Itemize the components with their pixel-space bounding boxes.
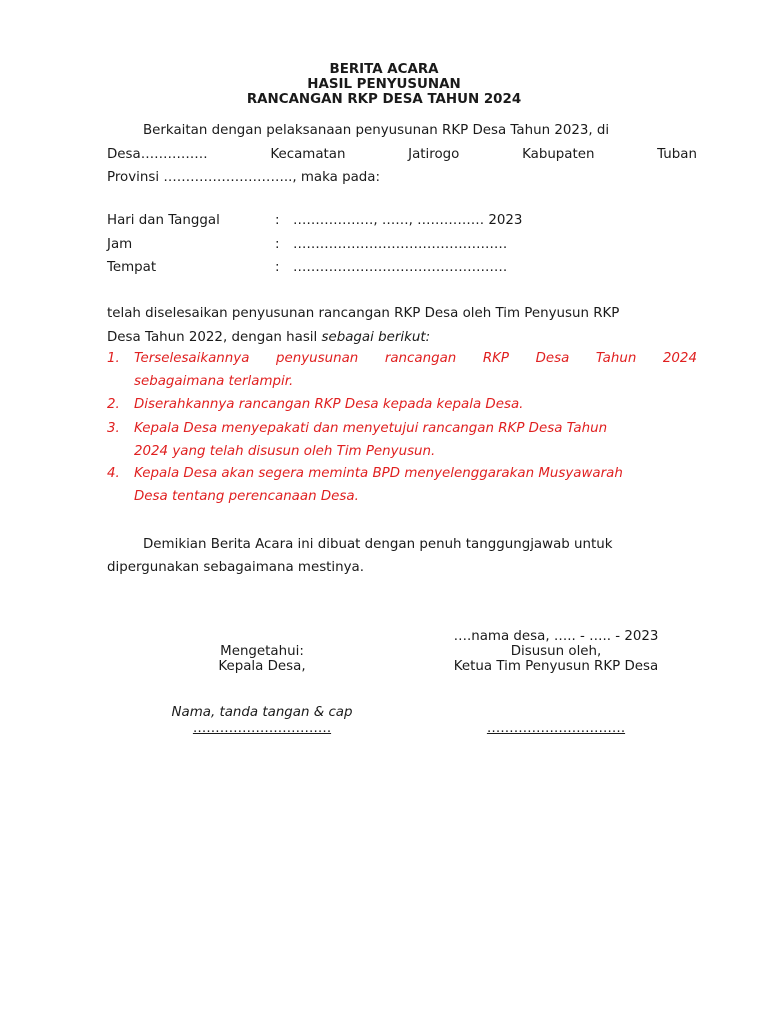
detail-colon: : — [275, 213, 280, 228]
intro-line-2 — [107, 146, 697, 164]
result-line-1: telah diselesaikan penyusunan rancangan RKP Desa oleh Tim Penyusun RKP — [107, 306, 620, 321]
detail-value: ………………………………………… — [293, 260, 508, 275]
intro-word: Jatirogo — [408, 147, 460, 162]
list-word: RKP — [482, 351, 510, 366]
list-item-line: Desa tentang perencanaan Desa. — [134, 489, 359, 504]
detail-row-place — [0, 260, 768, 278]
list-item-line — [134, 351, 697, 366]
closing-line-1: Demikian Berita Acara ini dibuat dengan penuh tanggungjawab untuk — [143, 537, 613, 552]
intro-word: Kecamatan — [270, 147, 346, 162]
detail-colon: : — [275, 260, 280, 275]
detail-row-time — [0, 237, 768, 255]
detail-label: Hari dan Tanggal — [107, 213, 220, 228]
list-number: 1. — [107, 351, 120, 366]
intro-line-3: Provinsi ……………………….., maka pada: — [107, 170, 381, 185]
list-word: Terselesaikannya — [134, 351, 250, 366]
right-signature-line — [456, 721, 656, 736]
left-sign-role-2: Kepala Desa, — [218, 659, 306, 674]
detail-value: ………………………………………… — [293, 237, 508, 252]
signature-note: Nama, tanda tangan & cap — [171, 705, 353, 720]
intro-word: Desa…………… — [107, 147, 208, 162]
result-line-2 — [107, 329, 697, 347]
result-text-italic: sebagai berikut: — [321, 330, 431, 345]
list-item-line: Kepala Desa akan segera meminta BPD menyelenggarakan Musyawarah — [134, 466, 623, 481]
closing-line-2: dipergunakan sebagaimana mestinya. — [107, 560, 365, 575]
list-item-line: 2024 yang telah disusun oleh Tim Penyusun. — [134, 444, 436, 459]
detail-label: Jam — [107, 237, 133, 252]
doc-title-line1: BERITA ACARA — [329, 62, 439, 77]
intro-word: Tuban — [657, 147, 697, 162]
left-sign-role-1: Mengetahui: — [220, 644, 304, 659]
detail-value: ………………, ……, …………… 2023 — [293, 213, 523, 228]
doc-title-line3: RANCANGAN RKP DESA TAHUN 2024 — [246, 92, 522, 107]
result-text: Desa Tahun 2022, dengan hasil — [107, 330, 322, 345]
list-number: 4. — [107, 466, 120, 481]
detail-colon: : — [275, 237, 280, 252]
doc-title-line2: HASIL PENYUSUNAN — [307, 77, 461, 92]
detail-label: Tempat — [107, 260, 157, 275]
right-signature-dots: …………………………. — [486, 721, 626, 736]
list-item-line: Diserahkannya rancangan RKP Desa kepada kepala Desa. — [134, 397, 524, 412]
intro-word: Kabupaten — [522, 147, 595, 162]
detail-row-date — [0, 213, 768, 231]
list-item-line: Kepala Desa menyepakati dan menyetujui rancangan RKP Desa Tahun — [134, 421, 608, 436]
list-word: Tahun — [595, 351, 637, 366]
list-word: penyusunan — [275, 351, 359, 366]
list-word: 2024 — [662, 351, 697, 366]
list-number: 2. — [107, 397, 120, 412]
left-signature-line — [162, 721, 362, 736]
place-date: ….nama desa, ….. - ….. - 2023 — [453, 629, 659, 644]
list-number: 3. — [107, 421, 120, 436]
list-item-line: sebagaimana terlampir. — [134, 374, 294, 389]
list-word: rancangan — [384, 351, 457, 366]
intro-line-1: Berkaitan dengan pelaksanaan penyusunan RKP Desa Tahun 2023, di — [143, 123, 610, 138]
left-signature-dots: …………………………. — [192, 721, 332, 736]
list-word: Desa — [535, 351, 570, 366]
right-sign-role-2: Ketua Tim Penyusun RKP Desa — [453, 659, 659, 674]
right-sign-role-1: Disusun oleh, — [510, 644, 602, 659]
